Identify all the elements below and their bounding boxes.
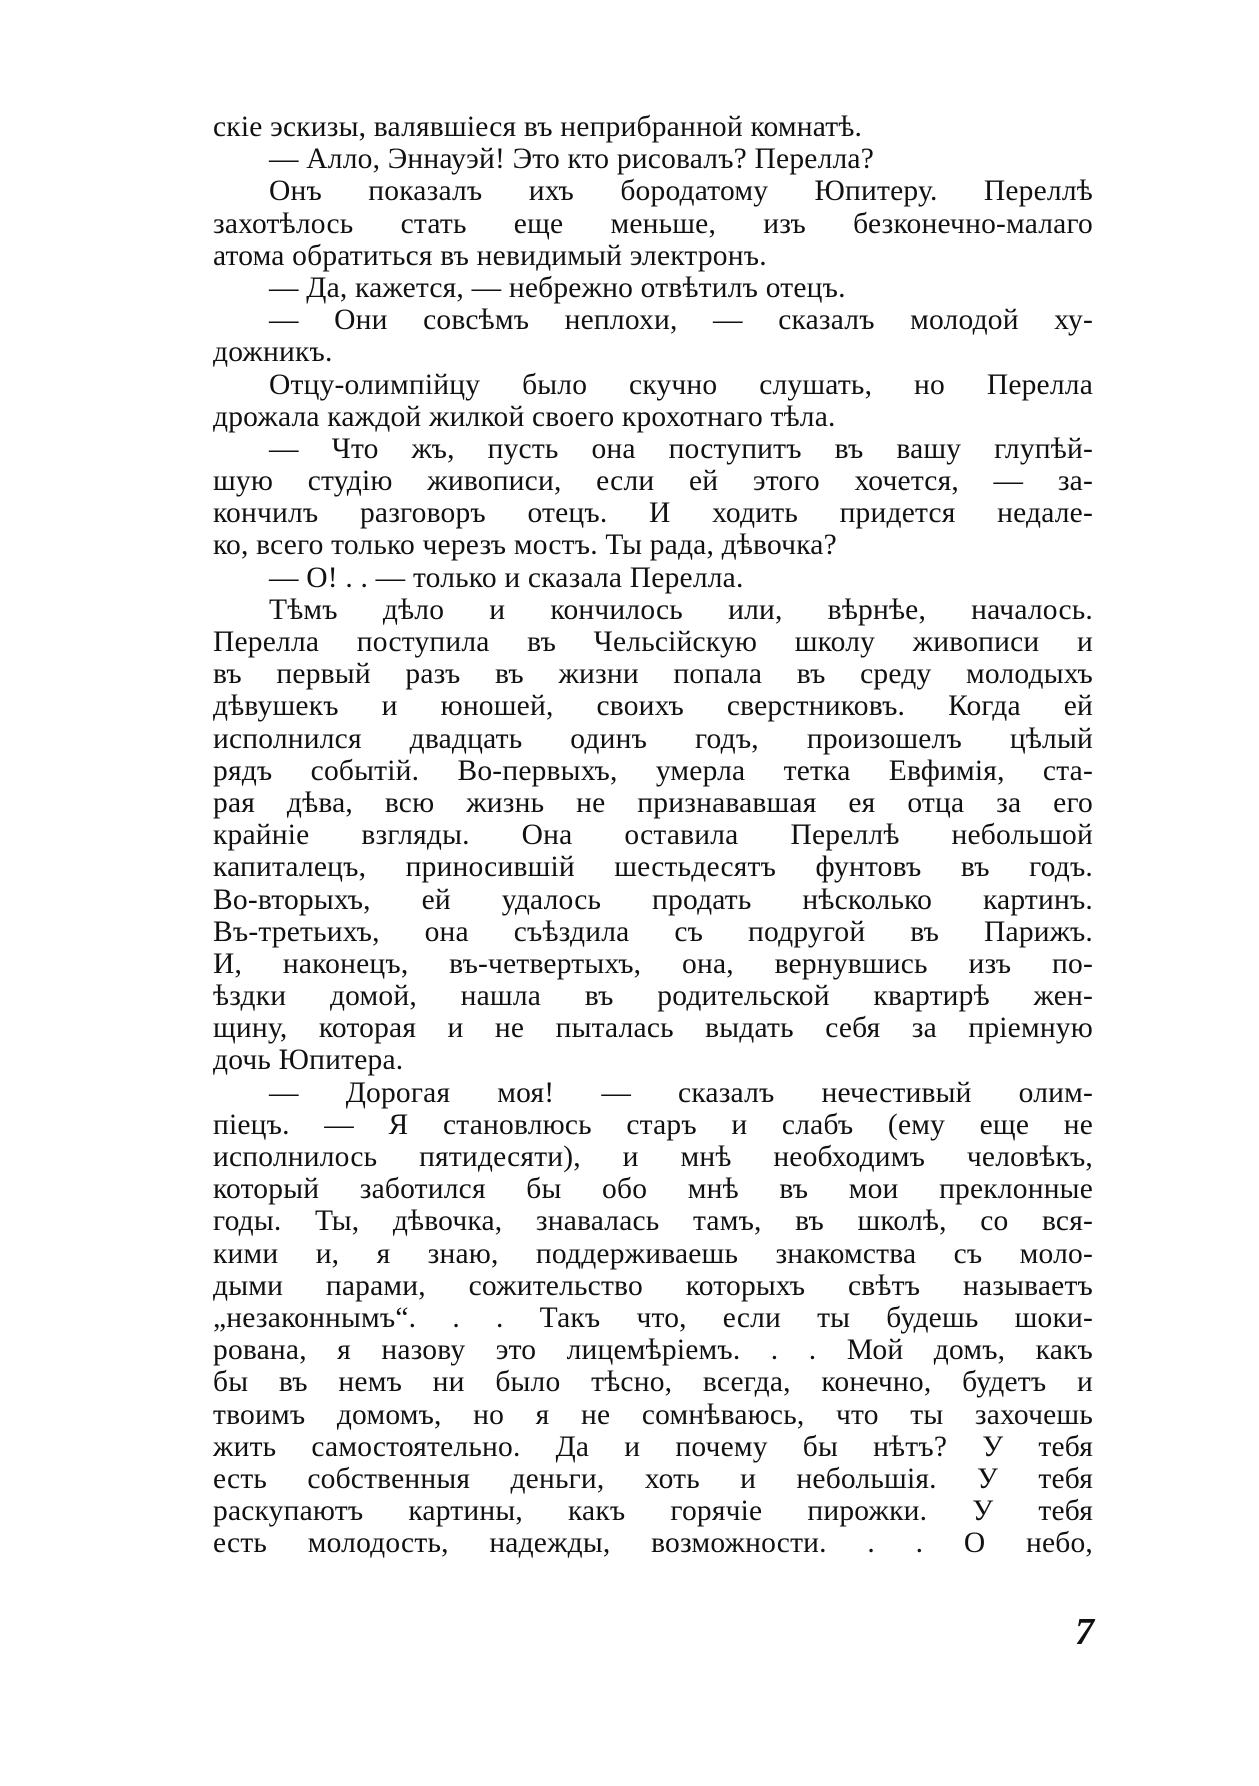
text-line: исполнилось пятидесяти), и мнѣ необходимъ человѣкъ, xyxy=(213,1141,1093,1173)
text-line: жить самостоятельно. Да и почему бы нѣтъ? У тебя xyxy=(213,1430,1093,1463)
text-line: „незаконнымъ“. . . Такъ что, если ты будешь шоки- xyxy=(213,1301,1093,1334)
text-line: рована, я назову это лицемѣрiемъ. . . Мой домъ, какъ xyxy=(213,1334,1093,1367)
text-line: дыми парами, сожительство которыхъ свѣтъ называетъ xyxy=(213,1269,1093,1302)
text-line: есть молодость, надежды, возможности. . . О небо, xyxy=(213,1527,1093,1560)
text-line: — Они совсѣмъ неплохи, — сказалъ молодой ху- xyxy=(269,304,1093,337)
text-line: есть собственныя деньги, хоть и небольшiя. У тебя xyxy=(213,1462,1093,1495)
text-line: Отцу-олимпiйцу было скучно слушать, но Перелла xyxy=(269,368,1093,401)
text-line: кончилъ разговоръ отецъ. И ходить придется недале- xyxy=(213,497,1093,530)
text-line: щину, которая и не пыталась выдать себя за прiемную xyxy=(213,1012,1093,1045)
text-line: — Да, кажется, — небрежно отвѣтилъ отецъ. xyxy=(269,271,846,304)
text-line: дожникъ. xyxy=(213,336,333,369)
text-line: раскупаютъ картины, какъ горячiе пирожки. У тебя xyxy=(213,1495,1093,1528)
text-line: Онъ показалъ ихъ бородатому Юпитеру. Переллѣ xyxy=(269,175,1093,208)
text-line: ѣздки домой, нашла въ родительской квартирѣ жен- xyxy=(213,980,1093,1013)
text-line: И, наконецъ, въ-четвертыхъ, она, вернувшись изъ по- xyxy=(213,947,1093,980)
text-line: въ первый разъ въ жизни попала въ среду молодыхъ xyxy=(213,658,1093,691)
text-line: дочь Юпитера. xyxy=(213,1044,404,1077)
text-line: — О! . . — только и сказала Перелла. xyxy=(269,561,744,594)
text-line: ко, всего только черезъ мостъ. Ты рада, дѣвочка? xyxy=(213,529,837,562)
text-line: исполнился двадцать одинъ годъ, произошелъ цѣлый xyxy=(213,722,1093,755)
text-line: Тѣмъ дѣло и кончилось или, вѣрнѣе, началось. xyxy=(269,593,1093,626)
text-line: шую студiю живописи, если ей этого хочется, — за- xyxy=(213,465,1093,498)
body-text xyxy=(213,111,1093,1559)
text-line: бы въ немъ ни было тѣсно, всегда, конечно, будетъ и xyxy=(213,1366,1093,1399)
text-line: пiецъ. — Я становлюсь старъ и слабъ (ему еще не xyxy=(213,1108,1093,1141)
text-line: который заботился бы обо мнѣ въ мои преклонные xyxy=(213,1173,1093,1206)
text-line: годы. Ты, дѣвочка, знавалась тамъ, въ школѣ, со вся- xyxy=(213,1205,1093,1238)
text-line: рая дѣва, всю жизнь не признававшая ея отца за его xyxy=(213,786,1093,819)
text-line: — Дорогая моя! — сказалъ нечестивый олим- xyxy=(269,1076,1093,1109)
text-line: Перелла поступила въ Чельсiйскую школу живописи и xyxy=(213,626,1093,658)
page-number: 7 xyxy=(1075,1611,1094,1653)
text-line: крайнiе взгляды. Она оставила Переллѣ небольшой xyxy=(213,819,1093,852)
text-line: скiе эскизы, валявшiеся въ неприбранной комнатѣ. xyxy=(213,111,863,143)
text-line: кими и, я знаю, поддерживаешь знакомства съ моло- xyxy=(213,1237,1093,1270)
text-line: твоимъ домомъ, но я не сомнѣваюсь, что ты захочешь xyxy=(213,1398,1093,1431)
text-line: дрожала каждой жилкой своего крохотнаго тѣла. xyxy=(213,400,836,433)
text-line: — Алло, Эннауэй! Это кто рисовалъ? Перелла? xyxy=(269,143,875,176)
text-line: атома обратиться въ невидимый электронъ. xyxy=(213,239,767,272)
text-line: — Что жъ, пусть она поступитъ въ вашу глупѣй- xyxy=(269,432,1093,465)
text-line: Во-вторыхъ, ей удалось продать нѣсколько картинъ. xyxy=(213,883,1093,916)
text-line: капиталецъ, приносившiй шестьдесятъ фунтовъ въ годъ. xyxy=(213,851,1093,884)
text-line: дѣвушекъ и юношей, своихъ сверстниковъ. Когда ей xyxy=(213,690,1093,723)
text-line: рядъ событiй. Во-первыхъ, умерла тетка Евфимiя, ста- xyxy=(213,754,1093,787)
text-line: захотѣлось стать еще меньше, изъ безконечно-малаго xyxy=(213,207,1093,240)
text-line: Въ-третьихъ, она съѣздила съ подругой въ Парижъ. xyxy=(213,915,1093,948)
